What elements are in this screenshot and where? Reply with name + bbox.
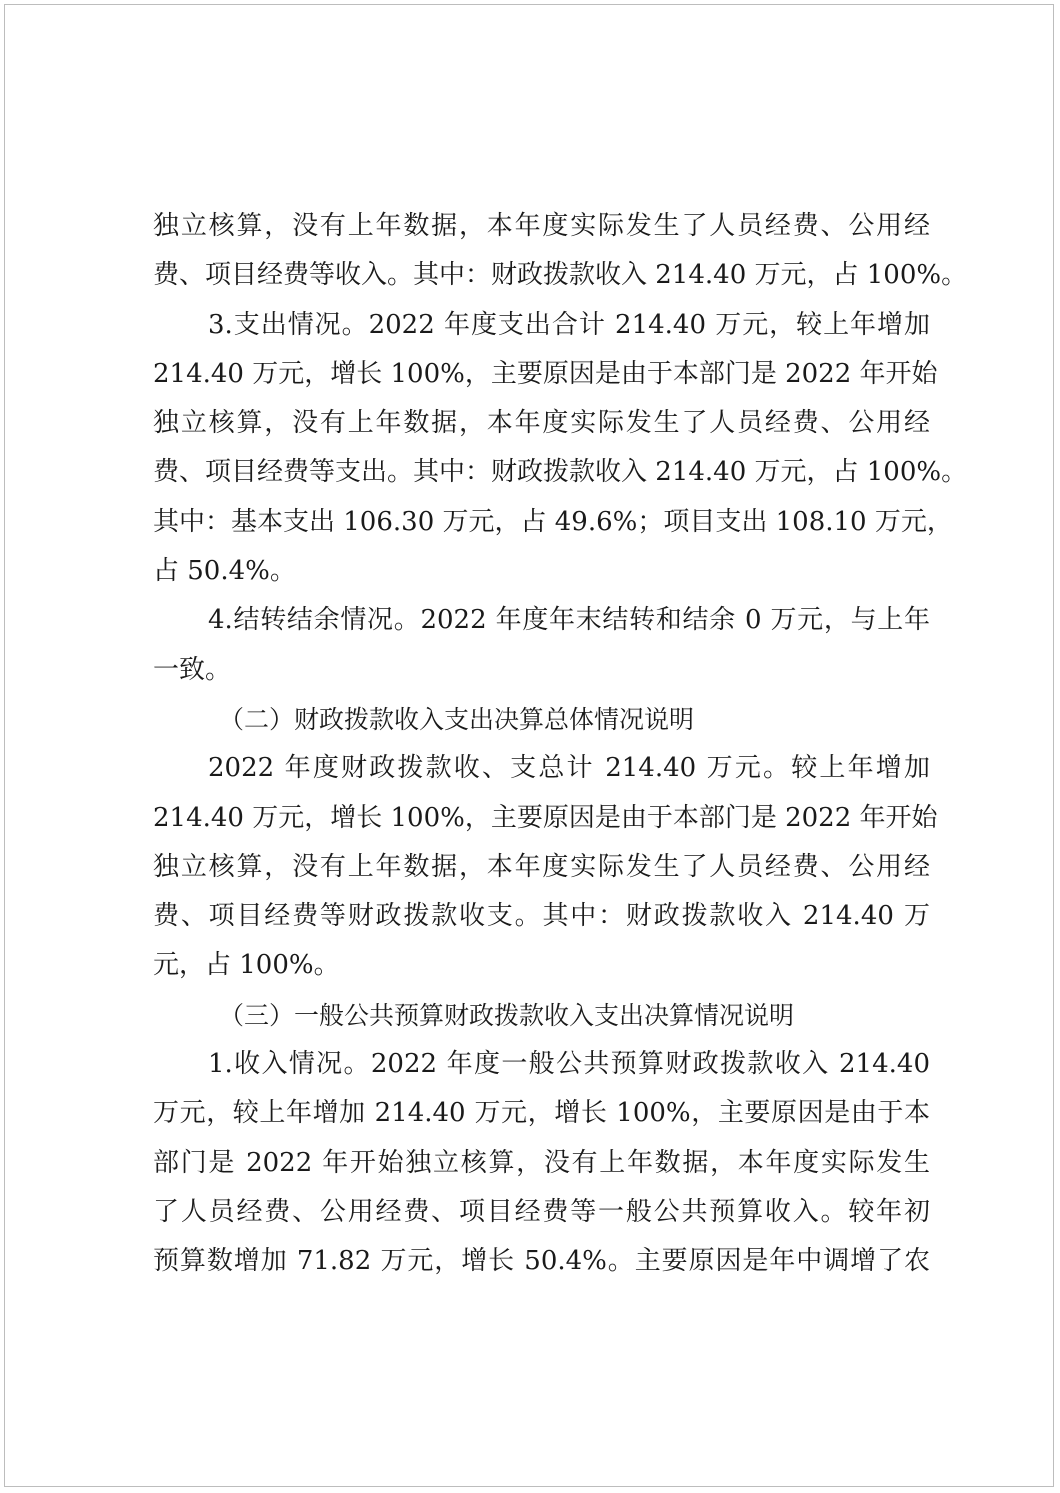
paragraph-line: 2022 年度财政拨款收、支总计 214.40 万元。较上年增加 <box>208 753 930 784</box>
paragraph-line: 3.支出情况。2022 年度支出合计 214.40 万元，较上年增加 <box>208 309 930 340</box>
paragraph-line: 独立核算，没有上年数据，本年度实际发生了人员经费、公用经 <box>153 211 930 241</box>
paragraph-line: 其中：基本支出 106.30 万元，占 49.6%；项目支出 108.10 万元， <box>153 506 953 537</box>
paragraph-line: 元，占 100%。 <box>153 950 340 981</box>
paragraph-line: 费、项目经费等收入。其中：财政拨款收入 214.40 万元，占 100%。 <box>153 260 968 291</box>
section-heading: （三）一般公共预算财政拨款收入支出决算情况说明 <box>219 1000 795 1030</box>
paragraph-line: 万元，较上年增加 214.40 万元，增长 100%，主要原因是由于本 <box>153 1098 930 1129</box>
paragraph-line: 部门是 2022 年开始独立核算，没有上年数据，本年度实际发生 <box>153 1147 930 1178</box>
paragraph-line: 费、项目经费等财政拨款收支。其中：财政拨款收入 214.40 万 <box>153 901 930 932</box>
paragraph-line: 独立核算，没有上年数据，本年度实际发生了人员经费、公用经 <box>153 408 930 439</box>
section-heading: （二）财政拨款收入支出决算总体情况说明 <box>219 704 695 734</box>
paragraph-line: 独立核算，没有上年数据，本年度实际发生了人员经费、公用经 <box>153 851 930 882</box>
paragraph-line: 了人员经费、公用经费、项目经费等一般公共预算收入。较年初 <box>153 1196 930 1227</box>
paragraph-line: 预算数增加 71.82 万元，增长 50.4%。主要原因是年中调增了农 <box>153 1246 930 1277</box>
paragraph-line: 214.40 万元，增长 100%，主要原因是由于本部门是 2022 年开始 <box>153 802 938 833</box>
paragraph-line: 4.结转结余情况。2022 年度年末结转和结余 0 万元，与上年 <box>208 605 930 636</box>
document-page <box>4 4 1054 1487</box>
paragraph-line: 占 50.4%。 <box>153 556 296 587</box>
paragraph-line: 费、项目经费等支出。其中：财政拨款收入 214.40 万元，占 100%。 <box>153 457 968 488</box>
paragraph-line: 214.40 万元，增长 100%，主要原因是由于本部门是 2022 年开始 <box>153 358 938 389</box>
paragraph-line: 一致。 <box>153 654 232 685</box>
document-body <box>153 202 968 1287</box>
paragraph-line: 1.收入情况。2022 年度一般公共预算财政拨款收入 214.40 <box>208 1049 930 1080</box>
